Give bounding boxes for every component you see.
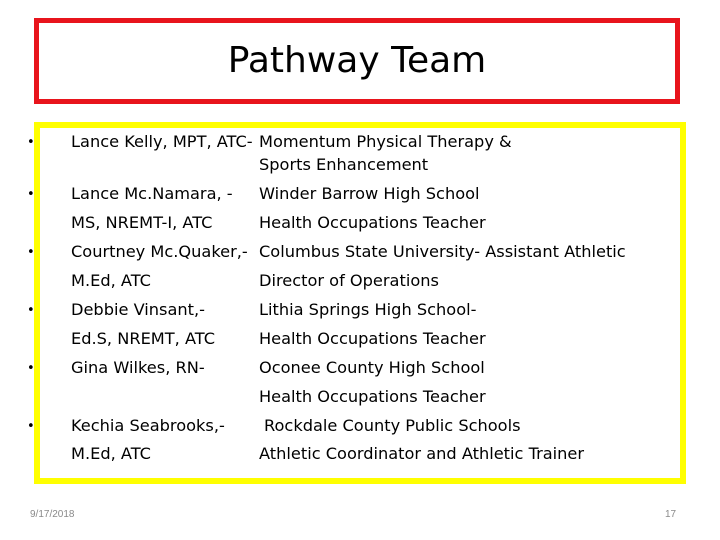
member-credentials: Ed.S, NREMT, ATC xyxy=(71,329,216,348)
bullet-marker: • xyxy=(27,303,35,318)
member-credentials: M.Ed, ATC xyxy=(71,444,151,463)
title-box xyxy=(34,18,680,104)
member-organization: Health Occupations Teacher xyxy=(259,329,486,348)
member-name: Lance Kelly, MPT, ATC- xyxy=(71,132,253,151)
bullet-marker: • xyxy=(27,361,35,376)
member-name: Lance Mc.Namara, - xyxy=(71,184,233,203)
footer-date: 9/17/2018 xyxy=(30,509,75,520)
member-organization: Health Occupations Teacher xyxy=(259,387,486,406)
member-organization: Athletic Coordinator and Athletic Trainer xyxy=(259,444,585,463)
page-number: 17 xyxy=(665,509,677,520)
member-organization: Oconee County High School xyxy=(259,358,485,377)
member-credentials: M.Ed, ATC xyxy=(71,271,151,290)
member-organization: Winder Barrow High School xyxy=(259,184,480,203)
member-organization: Sports Enhancement xyxy=(259,155,429,174)
member-organization: Columbus State University- Assistant Athletic xyxy=(259,242,626,261)
member-organization: Momentum Physical Therapy & xyxy=(259,132,512,151)
bullet-marker: • xyxy=(27,245,35,260)
member-organization: Rockdale County Public Schools xyxy=(264,416,521,435)
member-organization: Health Occupations Teacher xyxy=(259,213,486,232)
slide-title: Pathway Team xyxy=(227,40,487,81)
member-name: Kechia Seabrooks,- xyxy=(71,416,225,435)
member-name: Debbie Vinsant,- xyxy=(71,300,205,319)
bullet-marker: • xyxy=(27,419,35,434)
member-credentials: MS, NREMT-I, ATC xyxy=(71,213,213,232)
member-name: Gina Wilkes, RN- xyxy=(71,358,205,377)
member-name: Courtney Mc.Quaker,- xyxy=(71,242,248,261)
member-organization: Director of Operations xyxy=(259,271,439,290)
bullet-marker: • xyxy=(27,187,35,202)
member-organization: Lithia Springs High School- xyxy=(259,300,477,319)
bullet-marker: • xyxy=(27,135,35,150)
